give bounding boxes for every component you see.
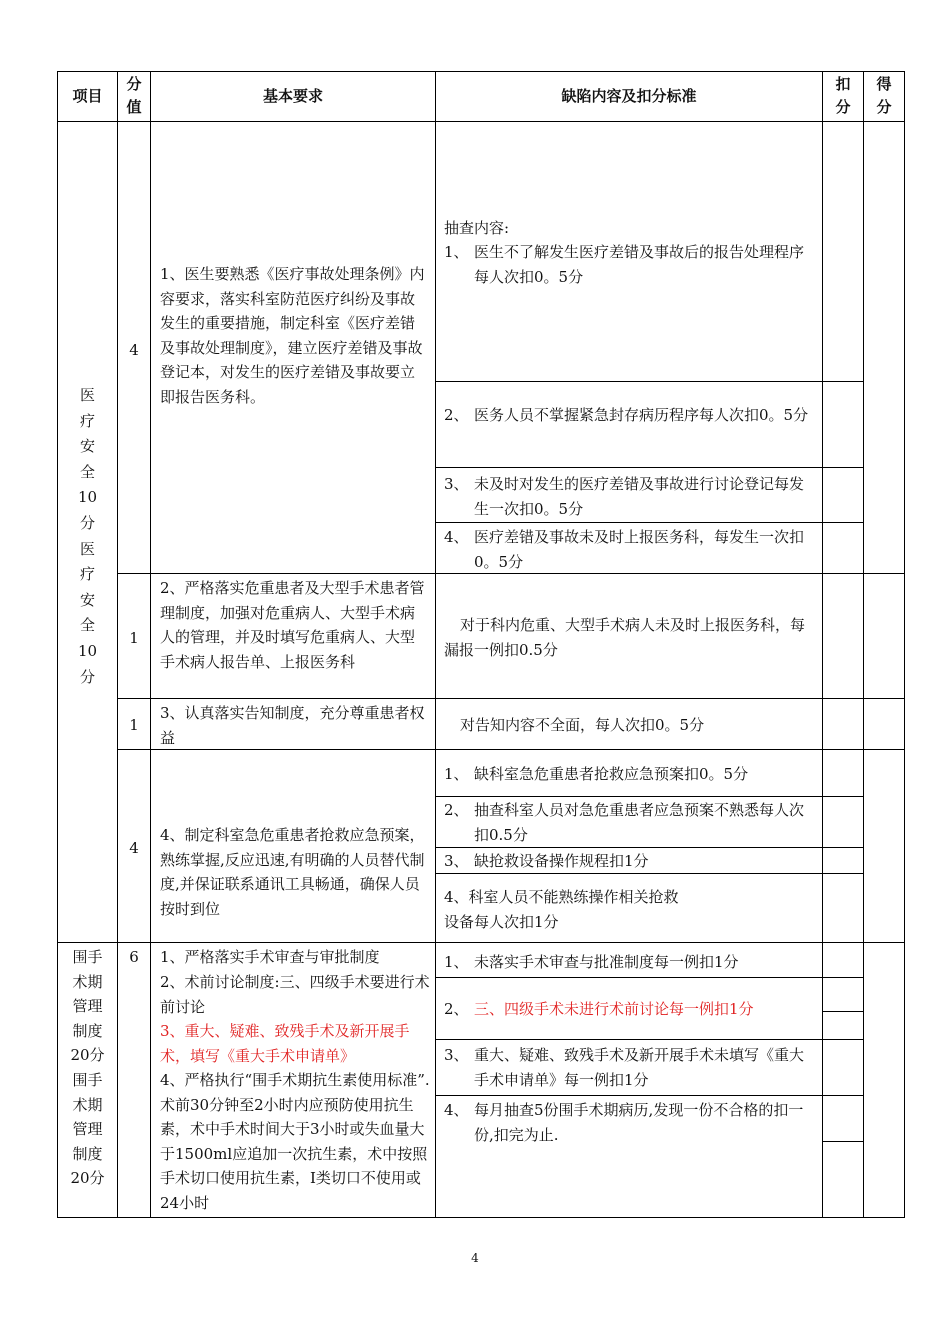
deduction-item: 未落实手术审查与批准制度每一例扣1分 bbox=[474, 953, 739, 971]
deduction-number: 4、 bbox=[444, 528, 469, 546]
deduction-number: 1、 bbox=[444, 953, 469, 971]
page-number: 4 bbox=[471, 1251, 479, 1265]
deduction-number: 3、 bbox=[444, 1046, 469, 1064]
score-cell: 4 bbox=[129, 839, 139, 857]
deduction-item: 医生不了解发生医疗差错及事故后的报告处理程序每人次扣0。5分 bbox=[474, 243, 805, 286]
section-medical-safety-label: 医 疗 安 全 10 分 医 疗 安 全 10 分 bbox=[77, 386, 98, 686]
requirement-line: 2、术前讨论制度:三、四级手术要进行术前讨论 bbox=[160, 973, 430, 1016]
deduction-item: 抽查科室人员对急危重患者应急预案不熟悉每人次扣0.5分 bbox=[474, 801, 805, 844]
deduction-number: 1、 bbox=[444, 765, 469, 783]
header-score: 分 值 bbox=[126, 75, 142, 116]
deduction-number: 3、 bbox=[444, 475, 469, 493]
requirement-line: 4、严格执行“围手术期抗生素使用标准”.术前30分钟至2小时内应预防使用抗生素，术中手术时间大于3小时或失血量大于1500ml应追加一次抗生素，术中按照手术切口使用抗生素，Ⅰ类切口不使用或24小时 bbox=[160, 1071, 430, 1212]
deduction-item: 每月抽查5份围手术期病历,发现一份不合格的扣一份,扣完为止. bbox=[474, 1101, 804, 1144]
requirement-cell: 2、严格落实危重患者及大型手术患者管理制度，加强对危重病人、大型手术病人的管理，并及时填写危重病人、大型手术病人报告单、上报医务科 bbox=[160, 579, 425, 671]
requirement-line: 1、严格落实手术审查与审批制度 bbox=[160, 948, 380, 966]
deduction-number: 1、 bbox=[444, 243, 469, 261]
requirement-cell: 3、认真落实告知制度，充分尊重患者权益 bbox=[160, 704, 425, 747]
deduction-item: 缺科室急危重患者抢救应急预案扣0。5分 bbox=[474, 765, 749, 783]
header-requirement: 基本要求 bbox=[262, 87, 323, 105]
deduction-item: 未及时对发生的医疗差错及事故进行讨论登记每发生一次扣0。5分 bbox=[474, 475, 805, 518]
header-deduct: 扣 分 bbox=[835, 75, 851, 116]
score-cell: 1 bbox=[129, 716, 139, 734]
deduction-item: 对告知内容不全面，每人次扣0。5分 bbox=[460, 716, 705, 734]
deduction-number: 4、 bbox=[444, 1101, 469, 1119]
score-cell: 1 bbox=[129, 629, 139, 647]
deduction-item: 对于科内危重、大型手术病人未及时上报医务科，每漏报一例扣0.5分 bbox=[444, 616, 806, 659]
deduction-number: 2、 bbox=[444, 801, 469, 819]
header-item: 项目 bbox=[72, 87, 103, 105]
score-cell: 6 bbox=[129, 948, 139, 966]
requirement-cell: 4、制定科室急危重患者抢救应急预案，熟练掌握,反应迅速,有明确的人员替代制度,并保证联系通讯工具畅通，确保人员按时到位 bbox=[160, 826, 425, 918]
deduction-number: 2、 bbox=[444, 1000, 469, 1018]
requirement-line-highlight: 3、重大、疑难、致残手术及新开展手术，填写《重大手术申请单》 bbox=[160, 1022, 410, 1065]
deduction-item: 重大、疑难、致残手术及新开展手术未填写《重大手术申请单》每一例扣1分 bbox=[474, 1046, 805, 1089]
requirement-cell: 1、医生要熟悉《医疗事故处理条例》内容要求，落实科室防范医疗纠纷及事故发生的重要措施，制定科室《医疗差错及事故处理制度》，建立医疗差错及事故登记本，对发生的医疗差错及事故要立即报告医务科。 bbox=[160, 265, 425, 406]
deduction-item: 4、科室人员不能熟练操作相关抢救 设备每人次扣1分 bbox=[444, 888, 679, 931]
deduction-item: 缺抢救设备操作规程扣1分 bbox=[474, 852, 649, 870]
section-perioperative-label: 围手 术期 管理 制度 20分 围手 术期 管理 制度 20分 bbox=[70, 948, 105, 1188]
deduction-number: 3、 bbox=[444, 852, 469, 870]
header-deduction-standard: 缺陷内容及扣分标准 bbox=[561, 87, 697, 105]
deduction-item: 医务人员不掌握紧急封存病历程序每人次扣0。5分 bbox=[474, 406, 809, 424]
deduction-head: 抽查内容: bbox=[444, 219, 510, 237]
deduction-item: 医疗差错及事故未及时上报医务科，每发生一次扣0。5分 bbox=[474, 528, 805, 571]
deduction-number: 2、 bbox=[444, 406, 469, 424]
score-cell: 4 bbox=[129, 341, 139, 359]
header-get-score: 得 分 bbox=[876, 75, 892, 116]
deduction-item-highlight: 三、四级手术未进行术前讨论每一例扣1分 bbox=[474, 1000, 754, 1018]
